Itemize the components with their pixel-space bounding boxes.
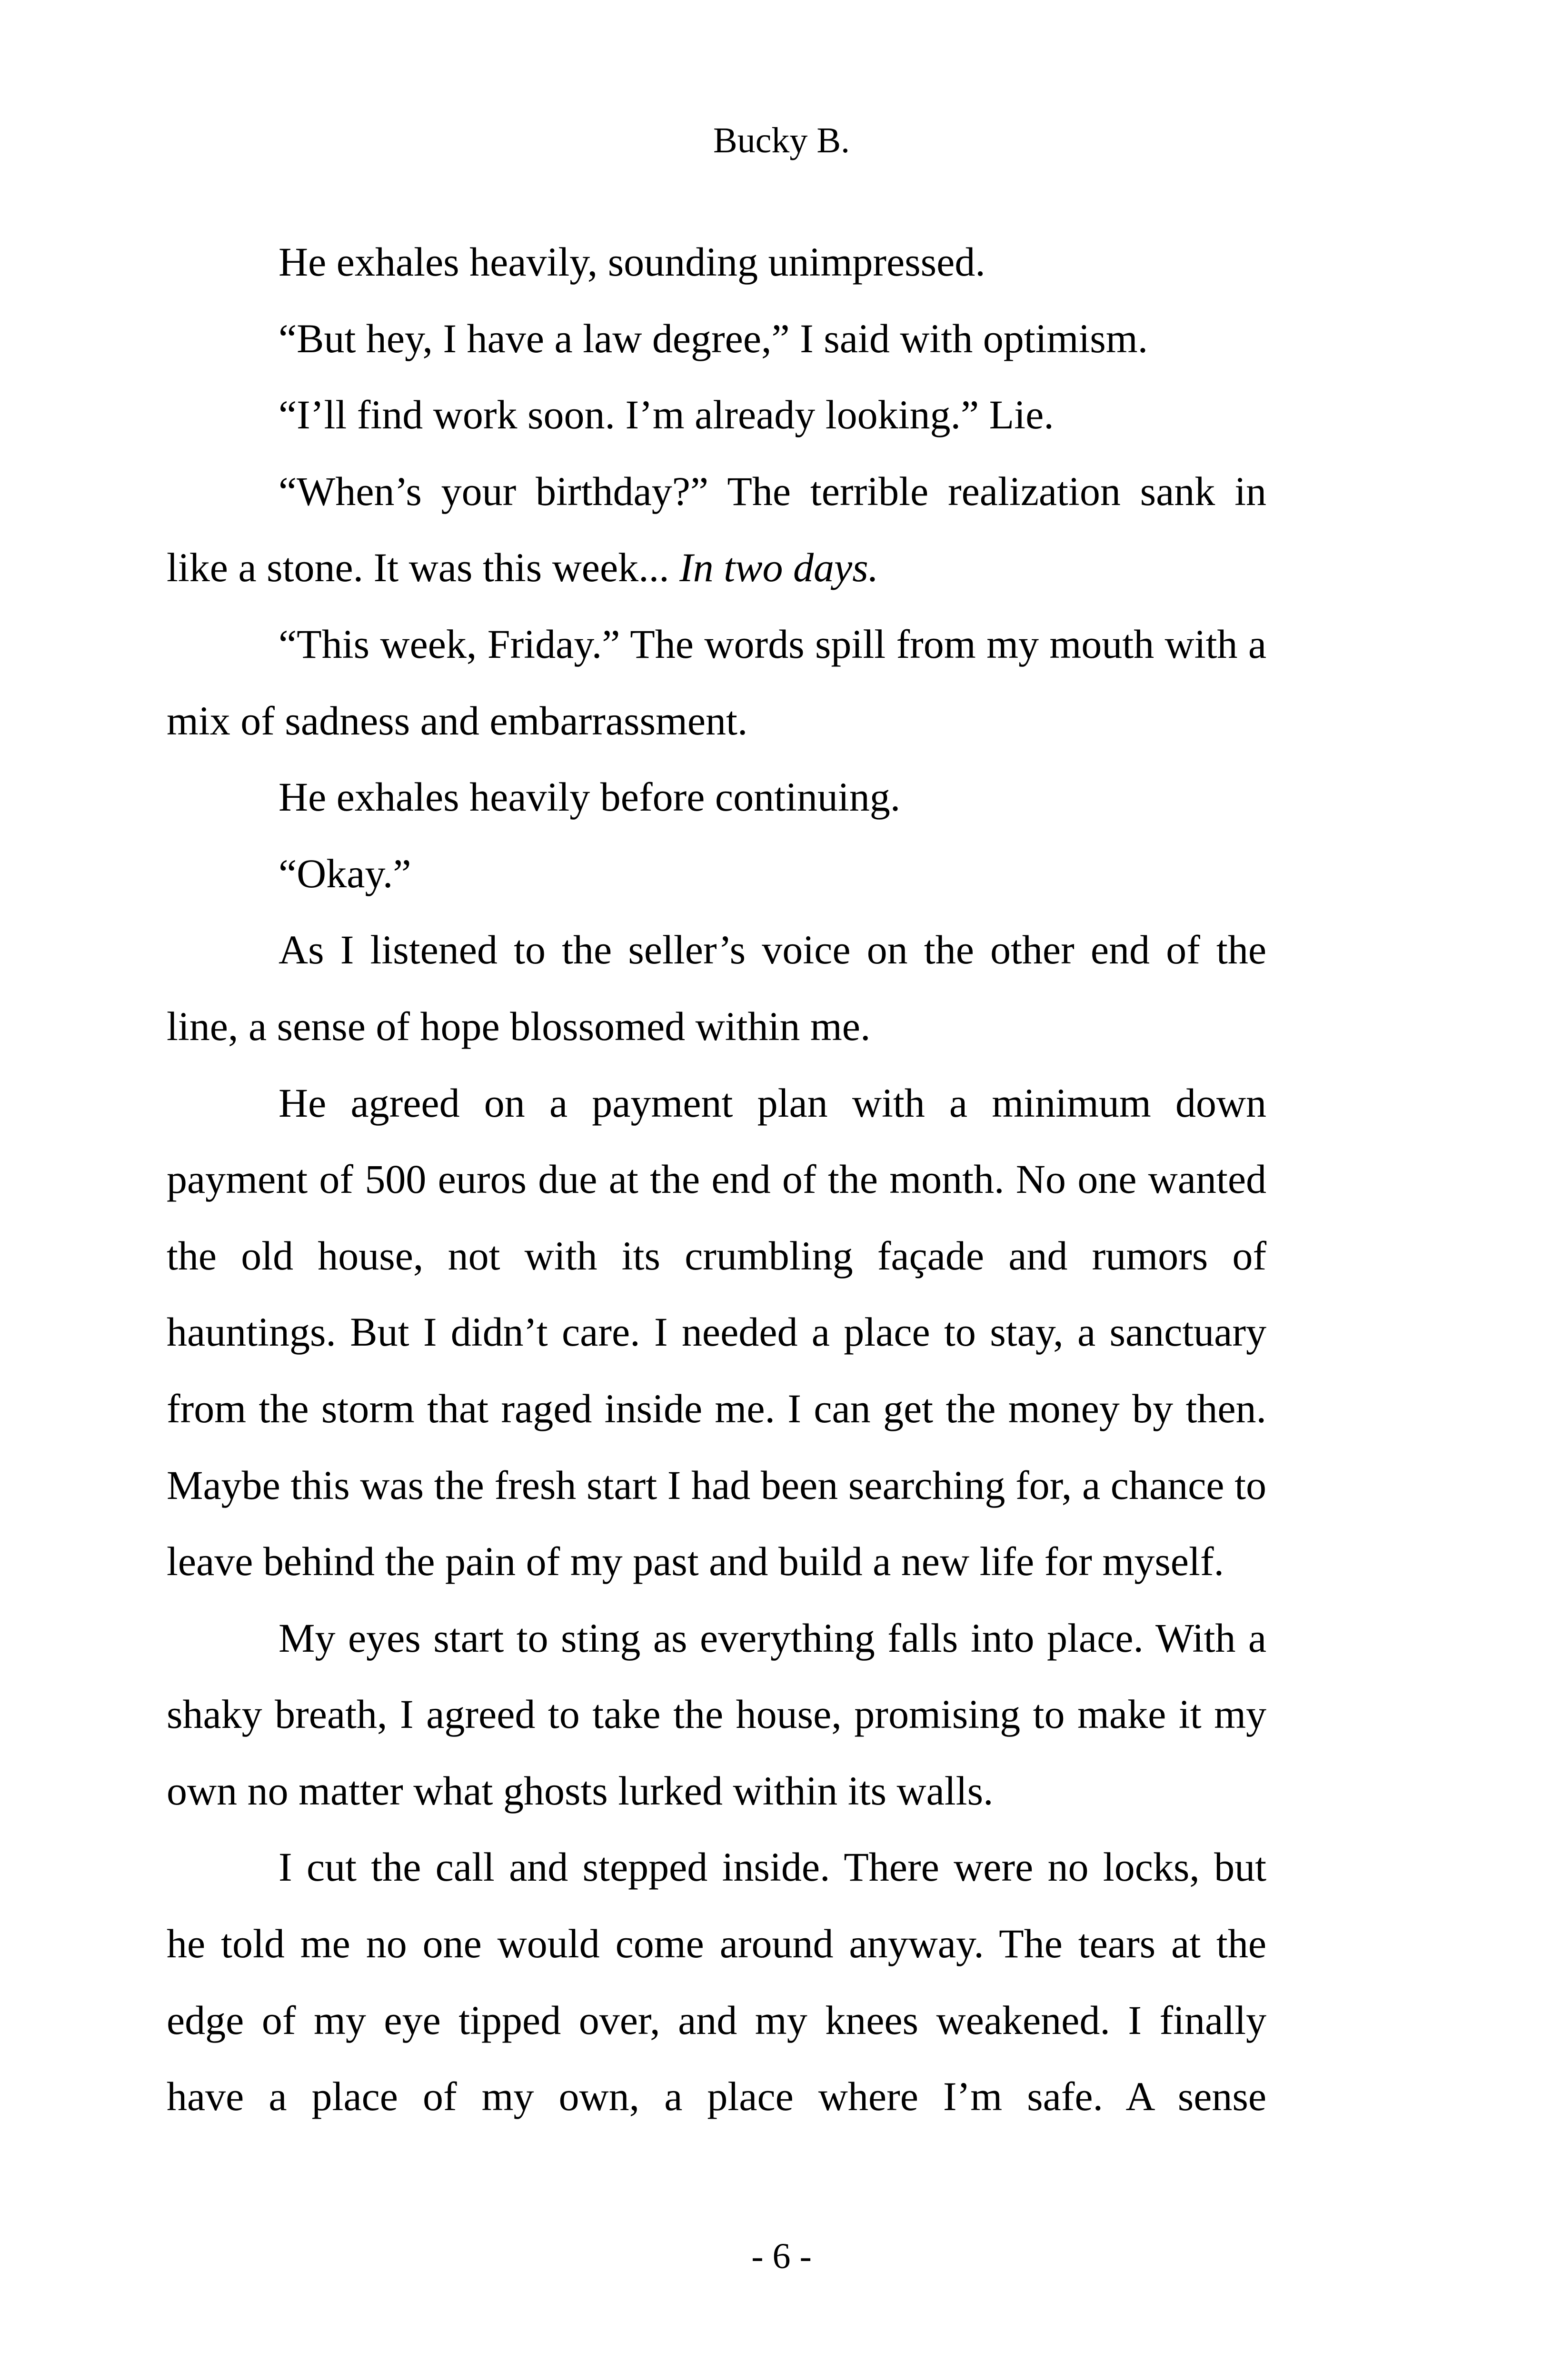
paragraph: “Okay.” (279, 850, 411, 896)
italic-phrase: In two days. (679, 545, 879, 591)
paragraph: I cut the call and stepped inside. There were no locks, but he told me no one would come around anyway. The tears at the edge of my eye tipped over, and my knees weakened. I finally have a place of my own, a place where I’m safe. A sense (167, 1844, 1266, 2120)
page-number: - 6 - (751, 2236, 812, 2276)
paragraph: “But hey, I have a law degree,” I said with optimism. (279, 315, 1148, 361)
paragraph: He exhales heavily, sounding unimpressed. (279, 239, 986, 285)
paragraph: “I’ll find work soon. I’m already looking.” Lie. (279, 392, 1054, 438)
running-head: Bucky B. (713, 120, 850, 160)
paragraph: My eyes start to sting as everything falls into place. With a shaky breath, I agreed to take the house, promising to make it my own no matter what ghosts lurked within its walls. (167, 1615, 1266, 1814)
paragraph-text: “When’s your birthday?” The terrible realization sank in like a stone. It was this week... (167, 468, 1266, 591)
paragraph (167, 453, 1266, 606)
paragraph: He exhales heavily before continuing. (279, 774, 901, 820)
paragraph: As I listened to the seller’s voice on the other end of the line, a sense of hope blossomed within me. (167, 927, 1266, 1049)
paragraph: He agreed on a payment plan with a minimum down payment of 500 euros due at the end of the month. No one wanted the old house, not with its crumbling façade and rumors of hauntings. But I didn’t care. I needed a place to stay, a sanctuary from the storm that raged inside me. I can get the money by then. Maybe this was the fresh start I had been searching for, a chance to leave behind the pain of my past and build a new life for myself. (167, 1080, 1266, 1585)
body-text (167, 224, 1266, 2135)
paragraph: “This week, Friday.” The words spill from my mouth with a mix of sadness and embarrassment. (167, 621, 1266, 744)
